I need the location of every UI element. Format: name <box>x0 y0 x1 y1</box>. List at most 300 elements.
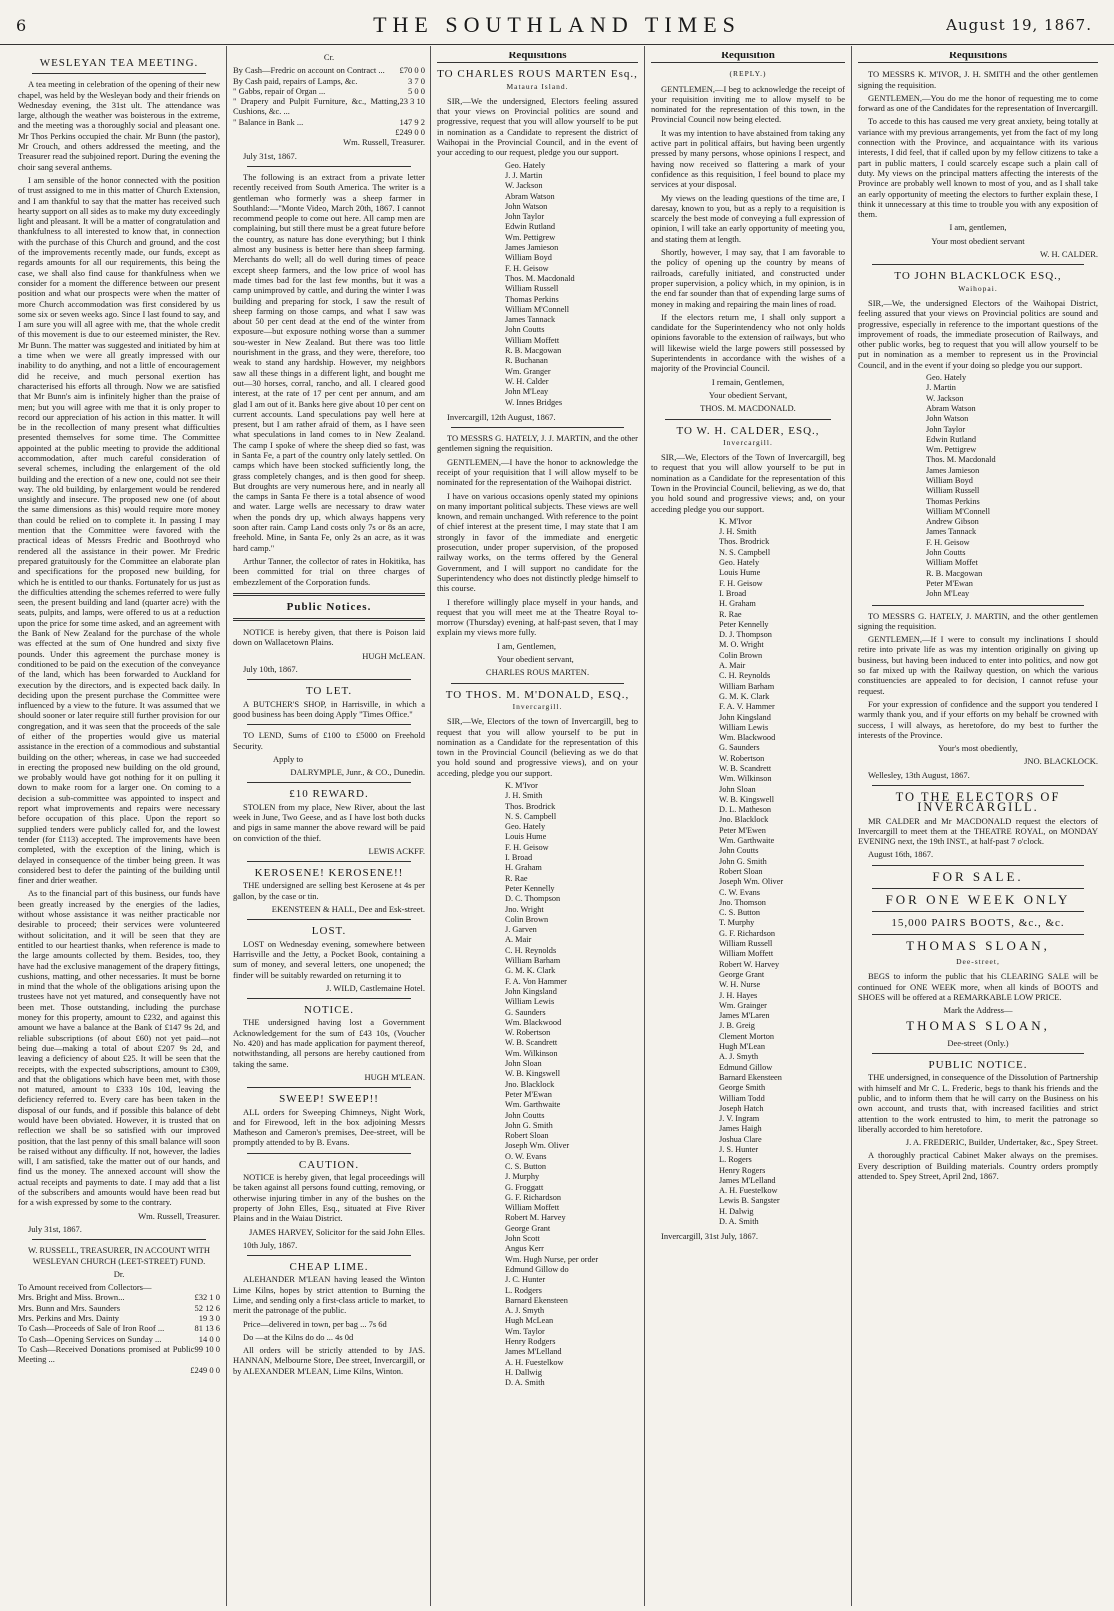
signatory-name: William Moffet <box>926 558 978 568</box>
date-line: July 31st, 1867. <box>28 1223 82 1234</box>
ad-subheading: Dee-street, <box>956 956 1000 966</box>
reply-text: GENTLEMEN,—I beg to acknowledge the receipt of your requisition inviting me to allow myself to be nominated for the representation of this town, in the Provincial Council now being elected. <box>651 83 845 125</box>
notice-heading: TO THE ELECTORS OF INVERCARGILL. <box>895 790 1061 815</box>
divider <box>32 1239 206 1240</box>
article-paragraph: A tea meeting in celebration of the opening of their new chapel, was held by the Wesleyan body and their friends on Wednesday evening, the 31st ult. The attendance was large, although the weather was boisterous in the extreme, and the meeting was a thoroughly social and pleasant one. Mr Thos Perkins occupied the chair. Mr Bunn (the pastor), Mr Crouch, and others addressed the meeting, and the Treasurer read the subjoined report. During the evening the choir sang several anthems. <box>18 79 220 172</box>
ad-heading: FOR SALE. <box>932 868 1024 884</box>
divider <box>451 683 624 684</box>
signatory-name: William Boyd <box>926 475 973 485</box>
signatory-name: Robert Sloan <box>505 1131 549 1141</box>
date-line: Wellesley, 13th August, 1867. <box>868 769 970 780</box>
signatory-name: D. A. Smith <box>719 1217 759 1227</box>
signatory-name: H. Dalwig <box>719 1206 754 1216</box>
account-amount: £70 0 0 <box>399 65 425 76</box>
signatory-name: Thos. Brodrick <box>719 537 770 547</box>
signatory-name: William Russell <box>719 939 773 949</box>
reply-text: GENTLEMEN,—I have the honor to acknowledge the receipt of your requisition that I will allow myself to be nominated for the representation of the Waihopai district. <box>437 456 638 488</box>
reply-text: To accede to this has caused me very great anxiety, being totally at variance with my previous arrangements, yet from the fact of my long connection with the Province, and acquaintance with its various interests, I did feel, that if called upon by my fellow citizens to take a part in public matters, I could scarcely escape such a plain call of duty. My views on the principal matters affecting the interests of the Province are probably well known to most of you, and as I shall take an early opportunity of meeting the electors to further explain these, I think it unnecessary at this time to trouble you with any exposition of them. <box>858 116 1098 220</box>
divider <box>247 724 411 725</box>
account-item: " Drapery and Pulpit Furniture, &c., Matting, Cushions, &c. ... <box>233 96 400 117</box>
signatory-name: James M'Lelland <box>719 1175 776 1185</box>
section-heading: Public Notices. <box>286 600 372 613</box>
account-item: By Cash paid, repairs of Lamps, &c. <box>233 75 358 86</box>
signatory-name: William Lewis <box>505 997 555 1007</box>
signatory-list <box>858 373 1098 600</box>
signature: DALRYMPLE, Junr., & CO., Dunedin. <box>290 767 425 778</box>
column-rule <box>644 46 645 1606</box>
signatory-name: John Scott <box>505 1234 540 1244</box>
issue-date: August 19, 1867. <box>946 16 1092 34</box>
signatory-name: John Coutts <box>926 548 966 558</box>
ad-heading: FOR ONE WEEK ONLY <box>885 892 1071 908</box>
signatory-name: John Taylor <box>505 212 545 222</box>
signatory-name: Hugh McLean <box>505 1316 554 1326</box>
signatory-name: J. H. Smith <box>719 527 757 537</box>
signatory-name: Geo. Hately <box>505 160 546 170</box>
account-table <box>18 1282 220 1375</box>
notice-heading: PUBLIC NOTICE. <box>928 1059 1028 1072</box>
signature: J. WILD, Castlemaine Hotel. <box>326 982 425 993</box>
signatory-name: Abram Watson <box>926 403 976 413</box>
account-row <box>18 1303 220 1313</box>
ad-text: LOST on Wednesday evening, somewhere between Harrisville and the Jetty, a Pocket Book, containing a sum of money, and several letters, one unopened; the finder will be suitably rewarded on returning it to <box>233 938 425 980</box>
column-heading: Requisition <box>651 52 845 63</box>
signatory-name: Peter M'Ewen <box>719 825 766 835</box>
account-row <box>233 86 425 96</box>
signatory-name: D. L. Matheson <box>719 805 772 815</box>
requisition-text: SIR,—We, Electors of the Town of Invercargill, beg to request that you will allow yourself to be put in nomination as a Candidate for the representation of this Town in the Provincial Council, believing, as we do, that you hold sound and progressive views; and, on your acceding pledge you our support. <box>651 452 845 514</box>
signatory-name: James Tannack <box>505 315 556 325</box>
reply-heading: TO MESSRS G. HATELY, J. J. MARTIN, and the other gentlemen signing the requisition. <box>437 433 638 454</box>
signatory-name: Edwin Rutland <box>505 222 556 232</box>
signatory-name: J. H. Hayes <box>719 990 758 1000</box>
account-dr: Dr. <box>113 1268 125 1279</box>
signatory-name: I. Broad <box>505 853 533 863</box>
reply-text: I therefore willingly place myself in your hands, and request that you will meet me at the Theatre Royal to-morrow (Thursday) evening, at half-past seven, that I may explain my views more fully. <box>437 596 638 638</box>
closing: Your most obedient servant <box>931 235 1025 246</box>
signatory-name: John Watson <box>505 201 548 211</box>
signatory-name: William Barham <box>505 956 561 966</box>
signatory-name: Wm. Hugh Nurse, per order <box>505 1254 599 1264</box>
page-number: 6 <box>16 16 27 35</box>
account-item: To Cash—Received Donations promised at Public Meeting ... <box>18 1343 195 1365</box>
account-amount: 99 10 0 <box>194 1343 220 1354</box>
price-line: Price—delivered in town, per bag ... 7s 6d <box>243 1318 387 1329</box>
reply-text: If the electors return me, I shall only support a candidate for the Superintendency who not only holds opinions favorable to the extension of railways, but who will likewise wield the large powers still possessed by Superintendents in accordance with the wishes of a majority of the Provincial Council. <box>651 311 845 374</box>
column-heading: Requisitions <box>858 52 1098 63</box>
signatory-name: Thos. Brodrick <box>505 801 556 811</box>
signatory-list <box>437 161 638 408</box>
signatory-name: W. B. Scandrett <box>719 764 772 773</box>
ad-heading: LOST. <box>311 925 347 938</box>
signatory-name: N. S. Campbell <box>505 811 557 821</box>
signatory-name: O. W. Evans <box>505 1151 547 1161</box>
signatory-name: Geo. Hately <box>505 822 546 832</box>
divider <box>247 782 411 783</box>
signatory-name: Jno. Wright <box>505 904 544 914</box>
divider <box>872 865 1084 866</box>
signatory-name: William Boyd <box>505 253 552 263</box>
signatory-name: Wm. Pettigrew <box>926 445 977 455</box>
signatory-name: J. Martin <box>926 383 956 393</box>
signatory-name: John Kingsland <box>505 986 557 996</box>
account-row <box>18 1282 220 1292</box>
reply-text: For your expression of confidence and the support you tendered I warmly thank you, and if your efforts on my behalf be crowned with success, I will always, as heretofore, do my best to further the interests of the Province. <box>858 698 1098 740</box>
signature: HUGH McLEAN. <box>362 650 425 661</box>
signatory-name: T. Murphy <box>719 918 755 928</box>
signatory-name: C. H. Reynolds <box>719 671 771 681</box>
signatory-name: J. S. Hunter <box>719 1144 759 1154</box>
signatory-name: A. Mair <box>719 661 746 671</box>
signatory-name: Wm. Wilkinson <box>719 774 772 784</box>
account-amount: 3 7 0 <box>408 75 425 86</box>
signatory-name: L. Rogers <box>719 1155 752 1165</box>
signatory-name: W. B. Kingswell <box>505 1069 561 1079</box>
signatory-name: William Russell <box>926 486 980 496</box>
reply-heading: TO MESSRS K. M'IVOR, J. H. SMITH and the other gentlemen signing the requisition. <box>858 69 1098 90</box>
account-amount: £249 0 0 <box>190 1364 220 1375</box>
signatory-name: F. H. Geisow <box>719 578 763 588</box>
signatory-name: W. H. Calder <box>505 376 549 386</box>
signatory-name: John Coutts <box>505 325 545 335</box>
closing: Your obedient servant, <box>497 654 574 665</box>
column-4 <box>651 52 845 1604</box>
signatory-name: Joshua Clare <box>719 1134 762 1144</box>
account-table <box>233 65 425 137</box>
signatory-name: K. M'Ivor <box>505 781 538 790</box>
divider <box>247 166 411 167</box>
signatory-name: Edmund Gillow do <box>505 1264 569 1274</box>
signatory-name: J. Murphy <box>505 1172 540 1182</box>
signatory-name: Edwin Rutland <box>926 434 977 444</box>
signature: Wm. Russell, Treasurer. <box>138 1210 220 1221</box>
signatory-name: F. A. Von Hammer <box>505 976 567 986</box>
account-row <box>233 127 425 137</box>
account-row <box>18 1313 220 1323</box>
signatory-name: C. S. Button <box>505 1161 547 1171</box>
signature: LEWIS ACKFF. <box>368 845 425 856</box>
requisition-heading: TO W. H. CALDER, ESQ., <box>676 424 820 437</box>
requisition-subheading: Mataura Island. <box>506 81 569 91</box>
account-row <box>18 1334 220 1344</box>
signatory-name: John Coutts <box>719 846 759 856</box>
reply-text: I have on various occasions openly stated my opinions on many important political subjects. These views are well known, and remain unchanged. With reference to the point of chief interest at the present time, I may state that I am strongly in favor of the immediate and energetic prosecution, under proper supervision, of the proposed railway works, on the terms offered by the General Government, and I will support no candidate for the Superintendency who does not distinctly pledge himself to this course. <box>437 490 638 594</box>
ad-heading: 15,000 PAIRS BOOTS, &c., &c. <box>891 917 1065 930</box>
signatory-name: Wm. Garthwaite <box>719 836 775 846</box>
article-paragraph: I am sensible of the honor connected with the position of trust assigned to me in this matter of Church Extension, and I am thankful to say that the matter has received such hearty support on all sides as to make my duty exceedingly light and pleasant. It will be a matter of congratulation and thankfulness to all interested to know that, in connection with the purchase of this Church and ground, and the cost of the improvements recently made, our funds, except as regards amounts for all our requirements, this being the case, we shall also find cause for thankfulness when we consider for a moment the difference between our present position and what our prospects were when the matter of more Church accommodation was first considered by us some six or seven weeks ago. Since I last found to say, and I am sure you will all agree with me, that the whole credit of this movement is due to our esteemed minister, the Rev. Mr Bunn. The matter was suggested and initiated by him at a time when we were all greatly impressed with our inability to do anything, and not a little of encouragement did he receive, and much personal exertion has characterised his efforts all through. Now we are satisfied that Mr Bunn's aim is infinitely higher than the praise of men; but you will agree with me that it is only proper to record our appreciation of his action in this matter. It will be in the recollection of many present what difficulties presented themselves for some time. The Committee appointed at the public meeting to provide the additional accommodation, after much careful consideration of several schemes, including the enlargement of the old building and the erection of a new one, could not see their way. The old building, by enlargement would be rendered unsightly and insecure. The proposed new one (of about the same dimensions as this) would require more money than could be relied on to complete it. In passing I may mention that the Committee were favored with the practical ideas of Messrs Fredric and Boothroyd who rendered all the assistance in their power. Mr Fredric prepared gratuitously for the Committee an elaborate plan and specifications for the proposed new building, for which he is entitled to our thanks. Fortunately for us just as the difficulties attending the schemes referred to were fully seen, the present building and land (quarter acre) with the seats, pulpits, and lamps, were offered to us at a reduction upon the price for some time asked, and an agreement with the Bank of New Zealand for the purchase of the whole was effected at the sum of One hundred and sixty five pounds. Under this agreement the purchase money is conditioned to be paid on the execution of the conveyance of the land, which has been forwarded to Auckland for execution by the directors, and is expected back daily. In deciding upon the present purchase the Committee were influenced by a view to the future. It was assumed that we should sooner or later require still further provision for our congregation, and it was seen that the proceeds of the sale of either of the properties would give us material assistance in the erection of a commodious and substantial building on the other; whereas, in case we had succeeded in erecting the proposed new building on the old ground, we probably would have got nothing for it on pulling it down to make room for a larger one. On coming to a decision a sub-committee was appointed to inspect and report what improvements and repairs were necessary before occupation of this place. Upon the report so supplied tenders were publicly called for, and the lowest tender (for £113) accepted. The improvements have been completed, with the exception of the lining, which is delayed in consequence of the timber being green. It was considered best to defer the painting of the building until finer and drier weather. <box>18 174 220 886</box>
column-rule <box>430 46 431 1606</box>
signatory-name: J. H. Smith <box>505 791 543 801</box>
signatory-name: C. H. Reynolds <box>505 945 557 955</box>
signatory-name: George Grant <box>719 969 765 979</box>
signatory-name: Louis Hume <box>505 832 547 842</box>
signatory-name: Wm. Wilkinson <box>505 1048 558 1058</box>
signature: W. H. CALDER. <box>1039 249 1098 260</box>
signature: CHARLES ROUS MARTEN. <box>485 667 590 678</box>
date-line: 10th July, 1867. <box>243 1239 298 1250</box>
signatory-name: Henry Rogers <box>719 1165 766 1175</box>
account-cr: Cr. <box>323 52 335 62</box>
date-line: July 10th, 1867. <box>243 664 298 675</box>
signatory-name: William M'Connell <box>926 506 991 516</box>
ad-text: STOLEN from my place, New River, about the last week in June, Two Geese, and as I have lost both ducks and pigs in same manner the above reward will be paid on conviction of the thief. <box>233 801 425 843</box>
ad-text: A thoroughly practical Cabinet Maker always on the premises. Every description of Building materials. Country orders promptly attended to. Spey Street, April 2nd, 1867. <box>858 1150 1098 1182</box>
date-line: Invercargill, 31st July, 1867. <box>661 1231 759 1242</box>
signatory-name: John Sloan <box>505 1059 542 1069</box>
signatory-name: Barnard Ekensteen <box>719 1072 782 1082</box>
divider <box>233 618 425 621</box>
signatory-name: Peter Kennelly <box>505 883 555 893</box>
signatory-name: Edmund Gillow <box>719 1062 773 1072</box>
signatory-name: James Tannack <box>926 527 977 537</box>
requisition-heading: TO CHARLES ROUS MARTEN Esq., <box>437 68 638 81</box>
reply-text: GENTLEMEN,—You do me the honor of requesting me to come forward as one of the Candidates for the representation of Invercargill. <box>858 92 1098 114</box>
signatory-name: A. J. Smyth <box>719 1052 759 1062</box>
divider <box>872 785 1084 786</box>
signatory-name: Wm. Taylor <box>505 1326 545 1336</box>
signatory-name: G. Saunders <box>505 1007 546 1017</box>
requisition-subheading: Waihopai. <box>958 283 998 293</box>
account-item: To Cash—Proceeds of Sale of Iron Roof ... <box>18 1323 165 1334</box>
signatory-name: James M'Laren <box>719 1011 770 1021</box>
divider <box>247 1153 411 1154</box>
account-row <box>18 1344 220 1365</box>
ad-heading: CHEAP LIME. <box>289 1261 369 1274</box>
signatory-name: G. Froggatt <box>505 1182 544 1192</box>
signatory-name: Robert M. Harvey <box>505 1213 566 1223</box>
account-item: Mrs. Bunn and Mrs. Saunders <box>18 1302 120 1313</box>
signatory-name: G. M. K. Clark <box>719 691 770 701</box>
account-amount: 19 3 0 <box>198 1313 220 1324</box>
signatory-name: R. B. Macgowan <box>926 568 983 578</box>
signatory-name: John Watson <box>926 414 969 424</box>
account-item: " Gabbs, repair of Organ ... <box>233 85 326 96</box>
signatory-name: W. Robertson <box>719 753 765 763</box>
ad-heading: THOMAS SLOAN, <box>906 937 1050 953</box>
column-3 <box>437 52 638 1604</box>
signatory-name: Andrew Gibson <box>926 517 979 527</box>
signatory-name: William Barham <box>719 681 775 691</box>
signatory-name: D. J. Thompson <box>719 630 772 640</box>
signatory-name: A. Mair <box>505 935 532 945</box>
closing: I am, Gentlemen, <box>497 640 557 651</box>
signatory-name: Geo. Hately <box>926 373 967 383</box>
divider <box>247 998 411 999</box>
signature: THOS. M. MACDONALD. <box>700 403 796 414</box>
signature: EKENSTEEN & HALL, Dee and Esk-street. <box>271 904 425 915</box>
requisition-heading: TO THOS. M. M'DONALD, ESQ., <box>445 688 630 701</box>
divider <box>247 919 411 920</box>
masthead <box>0 0 1114 45</box>
account-amount: 147 9 2 <box>399 116 425 127</box>
account-item: Mrs. Bright and Miss. Brown... <box>18 1292 125 1303</box>
signatory-name: Geo. Hately <box>719 558 760 568</box>
signatory-name: F. A. V. Hammer <box>719 702 775 712</box>
divider <box>247 1255 411 1256</box>
signatory-name: Jno. Thomson <box>719 897 766 907</box>
ad-heading: TO LET. <box>305 685 353 698</box>
account-row <box>233 65 425 75</box>
signatory-name: Joseph Wm. Oliver <box>719 877 784 887</box>
ad-heading: £10 REWARD. <box>289 788 369 801</box>
signatory-name: Wm. Granger <box>505 366 551 376</box>
signatory-name: F. H. Geisow <box>505 842 549 852</box>
signatory-name: George Smith <box>719 1083 766 1093</box>
article-paragraph: The following is an extract from a private letter recently received from South America. The writer is a gentleman who formerly was a sheep farmer in Southland:—"Monte Video, March 20th, 1867. I cannot recommend people to come out here. All camp men are complaining, but still there must be a great future before the country, as nature has done everything; but I think almost any business is better here than sheep farming. Merchants do well; all do well during times of peace except sheep farmers, and the low price of wool has made times bad for the last few months, but it was a camp unimproved by cattle, and during the winter I was building and preparing for stock, I saw the result of sheep farming on those camps, and what I saw was about 50 per cent dead at the end of the winter from exposure—but exposure nothing worse than a summer sou-wester in New Zealand. But there was too little nourishment in the grass, and they were, therefore, too weak to stand any hardship. However, my neighbors saw all these things in a different light, and bought me out—30 horses, corral, rancho, and all. I cleared good interest, at the rate of 17 per cent per annum, and am glad I am out of it. Banks here give about 10 per cent on current accounts. Land speculations pay well here at present, but I am rather afraid of them, as I have seen what speculations in land comes to in New Zealand. The camp I spoke of where the sheep died so fast, was in Santa Fe, a part of the country only lately settled. On camps which have been stocked sufficiently long, the grass completely changes, and is then good for sheep. But droughts are very numerous here, and in nearly all the camps in Santa Fe there is a total absence of wood and water. Large wells are necessary to draw water when the ponds dry up, which always happens very soon after rain. Camp Land costs only 7s or 8s an acre, freehold. Mine, in Santa Fe, only 2s an acre, as it was hard camp." <box>233 171 425 553</box>
ad-text: ALEHANDER M'LEAN having leased the Winton Lime Kilns, hopes by strict attention to Burning the Lime, and sending only a first-class article to market, to merit the patronage of the public. <box>233 1274 425 1316</box>
signatory-name: R. Rae <box>505 873 528 883</box>
signatory-name: William M'Connell <box>505 304 570 314</box>
signatory-name: L. Rodgers <box>505 1285 542 1295</box>
account-amount: £249 0 0 <box>395 127 425 138</box>
signatory-name: Peter M'Ewan <box>505 1089 552 1099</box>
ad-text: All orders will be strictly attended to by JAS. HANNAN, Melbourne Store, Dee street, Invercargill, or by ALEXANDER M'LEAN, Lime Kilns, Winton. <box>233 1345 425 1376</box>
signatory-name: J. Garven <box>505 925 537 935</box>
signatory-name: D. C. Thompson <box>505 894 561 904</box>
divider <box>32 73 206 74</box>
divider <box>872 1053 1084 1054</box>
signatory-name: Wm. Grainger <box>719 1000 767 1010</box>
requisition-subheading: Invercargill. <box>723 437 773 447</box>
signatory-name: R. Rae <box>719 609 742 619</box>
signatory-name: Robert W. Harvey <box>719 959 780 969</box>
closing: I remain, Gentlemen, <box>711 376 785 387</box>
column-rule <box>851 46 852 1606</box>
signatory-name: William Lewis <box>719 722 769 732</box>
ad-text: A BUTCHER'S SHOP, in Harrisville, in which a good business has been doing Apply "Times Office." <box>233 698 425 719</box>
divider <box>665 419 831 420</box>
signatory-name: I. Broad <box>719 588 747 598</box>
signatory-name: Abram Watson <box>505 191 555 201</box>
signatory-name: John Kingsland <box>719 712 771 722</box>
newspaper-title: THE SOUTHLAND TIMES <box>373 12 741 37</box>
signatory-name: Wm. Blackwood <box>505 1017 562 1027</box>
signatory-name: J. V. Ingram <box>719 1114 760 1124</box>
requisition-text: SIR,—We, the undersigned Electors of the Waihopai District, feeling assured that your views on Provincial politics are sound and progressive, especially in reference to the important questions of the improvement of roads, the immediate prosecution of Railways, and other public works, beg to request that you will allow yourself to be put in nomination as a member to represent us in the Provincial Council, and in the event if your doing so pledge you our support. <box>858 297 1098 370</box>
requisition-text: SIR,—We the undersigned, Electors feeling assured that your views on Provincial politics are sound and progressive, request that you will allow yourself to be put in nomination as a Candidate to represent the district of Waihopai in the Provincial Council, and in the event of your acceding to our request, pledge you our support. <box>437 95 638 158</box>
account-amount: 23 3 10 <box>399 96 425 107</box>
account-amount: 5 0 0 <box>408 85 425 96</box>
signatory-name: W. Robertson <box>505 1028 551 1038</box>
ad-text: THE undersigned having lost a Government Acknowledgement for the sum of £43 10s, (Voucher No. 420) and has made application for payment thereof, notwithstanding, all persons are hereby cautioned from taking the same. <box>233 1017 425 1069</box>
requisition-subheading: Invercargill. <box>512 701 563 711</box>
account-amount: 52 12 6 <box>194 1302 220 1313</box>
signatory-name: Angus Kerr <box>505 1244 544 1254</box>
reply-text: My views on the leading questions of the time are, I daresay, known to you, but as a reply to a requisition is scarcely the best mode of conveying a full expression of opinion, I will take an early opportunity of meeting you, and stating them at length. <box>651 192 845 244</box>
date-line: July 31st, 1867. <box>243 150 297 161</box>
signatory-name: W. B. Kingswell <box>719 794 775 804</box>
signatory-name: G. M. K. Clark <box>505 966 556 976</box>
signatory-name: A. H. Fuestelkow <box>505 1357 564 1367</box>
signatory-name: W. Innes Bridges <box>505 397 563 407</box>
divider <box>247 861 411 862</box>
signatory-name: F. H. Geisow <box>505 263 549 273</box>
divider <box>233 593 425 596</box>
reply-tag: (REPLY.) <box>729 69 767 79</box>
ad-heading: THOMAS SLOAN, <box>906 1018 1050 1034</box>
column-rule <box>226 46 227 1606</box>
signatory-name: W. B. Scandrett <box>505 1038 558 1048</box>
signatory-name: Colin Brown <box>505 914 549 924</box>
signature: J. A. FREDERIC, Builder, Undertaker, &c., Spey Street. <box>905 1137 1098 1148</box>
ad-heading: KEROSENE! KEROSENE!! <box>254 867 404 880</box>
signatory-name: Joseph Hatch <box>719 1103 764 1113</box>
signatory-name: G. F. Richardson <box>505 1192 562 1202</box>
column-2 <box>233 52 425 1604</box>
signatory-name: A. H. Fuestelkow <box>719 1186 778 1196</box>
signatory-name: R. Buchanan <box>505 356 548 366</box>
signatory-name: John M'Leay <box>505 387 549 397</box>
ad-heading: SWEEP! SWEEP!! <box>279 1093 379 1106</box>
signatory-name: Wm. Garthwaite <box>505 1100 561 1110</box>
account-row <box>233 117 425 127</box>
article-paragraph: Arthur Tanner, the collector of rates in Hokitika, has been committed for trial on three charges of embezzlement of the Corporation funds. <box>233 555 425 587</box>
signatory-name: K. M'Ivor <box>719 516 752 526</box>
notice-text: THE undersigned, in consequence of the Dissolution of Partnership with himself and Mr C. L. Frederic, begs to thank his friends and the public, and to inform them that he will carry on the Business on his own account, and trusts that, with increased facilities and strict attention to the work entrusted to him, to merit the patronage so liberally accorded to him heretofore. <box>858 1072 1098 1134</box>
signatory-name: H. Dallwig <box>505 1367 542 1377</box>
signatory-name: John G. Smith <box>505 1120 553 1130</box>
signature: HUGH M'LEAN. <box>364 1071 425 1082</box>
signatory-name: George Grant <box>505 1223 551 1233</box>
article-heading: WESLEYAN TEA MEETING. <box>39 57 199 69</box>
signatory-name: Henry Rodgers <box>505 1337 556 1347</box>
signatory-name: R. B. Macgowan <box>505 346 562 356</box>
article-paragraph: As to the financial part of this business, our funds have been greatly increased by the energies of the ladies, without whose assistance it was neither practicable nor desirable to proceed; their services were volunteered without solicitation, and it will be seen that they are entitled to our heartiest thanks, when reference is made to the large amounts collected by them. Besides, too, they have had the exclusive management of the drapery fittings, cushions, matting, and other necessaries. It must be borne in mind that the whole of the obligations arising upon the trustees have not yet matured, and consequently have not been met. Those outstanding, including the purchase money for this property, amount to £232, and against this amount we have a balance at the Bank of £147 9s 2d, and reliable subscriptions (of about £60) not yet paid—not being due—making a total of about £207 9s 2d, and leaving a deficiency of about £25. It will be seen that the receipts, with the expected subscriptions, amount to £309, and that the obligations which have been met, with those not matured, amount to £333 10s 10d, leaving the deficiency referred to. Every care has been taken in the disposal of our funds, and if possible this balance of debt would have been obviated. However, it is trusted that on reflection we shall be so satisfied with our improved position, that the last penny of this small balance will soon be raised without any difficulty. If not, however, the ladies will, I am satisfied, take the matter out of our hands, and find us the money. The annexed account will show the actual receipts and payments to date. I may add that a list of the subscribers and amounts would have been read but for a wish expressed by some to the contrary. <box>18 888 220 1208</box>
signatory-name: Peter Kennelly <box>719 619 769 629</box>
signatory-name: William Moffett <box>719 949 774 959</box>
divider <box>872 934 1084 935</box>
signatory-name: Wm. Pettigrew <box>505 232 556 242</box>
account-item: By Cash—Fredric on account on Contract ... <box>233 65 385 76</box>
price-line: Do —at the Kilns do do ... 4s 0d <box>243 1331 354 1342</box>
ad-heading: CAUTION. <box>298 1158 360 1171</box>
signatory-name: James M'Lelland <box>505 1347 562 1357</box>
signatory-name: H. Graham <box>505 863 542 873</box>
signatory-name: Peter M'Ewan <box>926 578 973 588</box>
ad-text: THE undersigned are selling best Kerosene at 4s per gallon, by the case or tin. <box>233 880 425 901</box>
signatory-name: Thomas Perkins <box>505 294 559 304</box>
reply-text: It was my intention to have abstained from taking any active part in political affairs, but having been urgently pressed by many persons, whose opinions I respect, and having now received so flattering a mark of your confidence as this requisition, I feel bound to place my services at your disposal. <box>651 127 845 190</box>
signatory-name: A. J. Smyth <box>505 1306 545 1316</box>
ad-heading: NOTICE. <box>303 1004 355 1017</box>
ad-text: Dee-street (Only.) <box>947 1037 1009 1048</box>
account-heading: W. RUSSELL, TREASURER, IN ACCOUNT WITH WESLEYAN CHURCH (LEET-STREET) FUND. <box>28 1245 210 1266</box>
signatory-name: Clement Morton <box>719 1031 775 1041</box>
column-1 <box>18 52 220 1604</box>
signatory-name: G. F. Richardson <box>719 928 776 938</box>
notice-text: NOTICE is hereby given, that there is Poison laid down on Wallacetown Plains. <box>233 627 425 648</box>
requisition-text: SIR,—We, Electors of the town of Invercargill, beg to request that you will allow yourself to be put in nomination as a Candidate for the representation of this town in the Provincial Council (believing as we do that you hold sound and progressive views), and on your acceding, pledge you our support. <box>437 716 638 778</box>
signatory-name: J. B. Greig <box>719 1021 755 1031</box>
signatory-name: Thomas Perkins <box>926 496 980 506</box>
signature: Wm. Russell, Treasurer. <box>343 137 425 148</box>
divider <box>872 888 1084 889</box>
signatory-name: J. J. Martin <box>505 170 543 180</box>
column-heading: Requisitions <box>437 52 638 63</box>
signatory-name: Wm. Blackwood <box>719 733 776 743</box>
closing: Your's most obediently, <box>938 743 1018 754</box>
signatory-name: W. Jackson <box>505 181 543 191</box>
reply-heading: TO MESSRS G. HATELY, J. MARTIN, and the other gentlemen signing the requisition. <box>858 610 1098 631</box>
account-item: " Balance in Bank ... <box>233 116 304 127</box>
signatory-list <box>651 517 845 1227</box>
date-line: August 16th, 1867. <box>868 849 934 860</box>
signatory-name: Robert Sloan <box>719 866 763 876</box>
ad-text: Mark the Address— <box>943 1005 1013 1016</box>
notice-text: MR CALDER and Mr MACDONALD request the electors of Invercargill to meet them at the THEATRE ROYAL, on MONDAY EVENING next, the 19th INST., at half-past 7 o'clock. <box>858 815 1098 847</box>
signatory-name: John Sloan <box>719 784 756 794</box>
account-amount: £32 1 0 <box>194 1292 220 1303</box>
